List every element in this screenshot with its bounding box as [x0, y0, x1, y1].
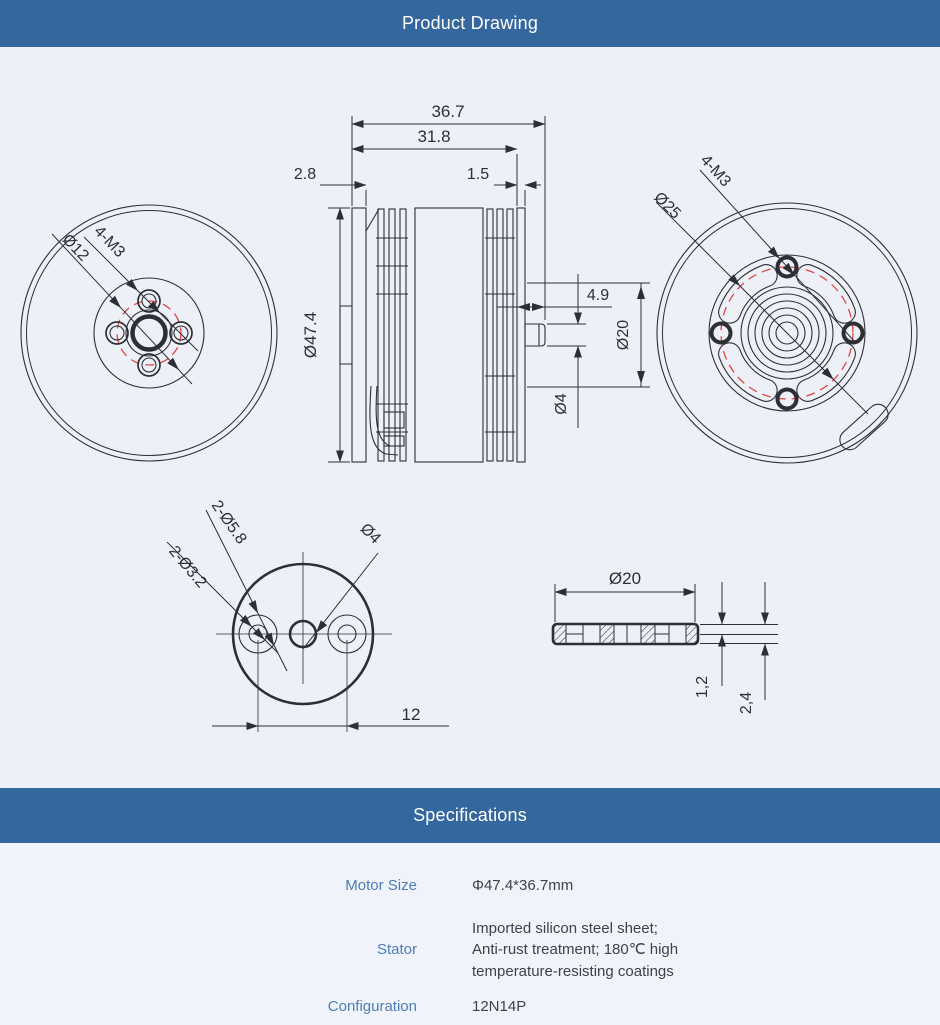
shaft-face-view	[165, 498, 449, 732]
dim-shaft-length: 4.9	[586, 287, 610, 304]
dim-flange-lip: 1.5	[466, 166, 490, 183]
spec-value-line: 12N14P	[472, 998, 527, 1015]
drawing-area	[0, 47, 940, 788]
dim-counterbore-holes: 2-Ø5.8	[207, 497, 250, 548]
spec-value-line: Anti-rust treatment; 180℃ high	[472, 941, 679, 958]
spec-row-configuration	[0, 996, 940, 1018]
dim-shaft-hole: Ø4	[356, 520, 384, 548]
dim-width-total: 36.7	[431, 102, 465, 121]
spec-row-stator	[0, 918, 940, 983]
spec-value	[472, 996, 526, 1018]
spec-value	[472, 918, 678, 983]
dim-washer-diameter: Ø20	[608, 569, 642, 588]
dim-through-holes: 2-Ø3.2	[165, 542, 210, 592]
spec-row-motor-size	[0, 875, 940, 897]
spec-value-line: temperature-resisting coatings	[472, 962, 674, 980]
washer-section-view	[553, 569, 778, 714]
dim-outer-diameter: Ø47.4	[301, 311, 320, 359]
dim-front-mount-holes: 4-M3	[696, 151, 734, 191]
spec-value-line: Φ47.4*36.7mm	[472, 877, 574, 894]
front-view	[650, 152, 917, 463]
dim-back-bolt-circle: Ø12	[58, 231, 92, 265]
dim-back-mount-holes: 4-M3	[90, 222, 129, 261]
side-view	[294, 102, 650, 462]
spec-label: Stator	[376, 941, 417, 959]
product-drawing-header	[0, 0, 940, 47]
spec-label: Motor Size	[345, 877, 417, 895]
specifications-title: Specifications	[413, 805, 527, 825]
dim-width-body: 31.8	[417, 127, 451, 146]
dim-base-offset: 2.8	[293, 166, 317, 183]
back-view	[21, 205, 277, 461]
spec-value-line: Imported silicon steel sheet;	[472, 919, 658, 937]
spec-value	[472, 875, 573, 897]
dim-boss-diameter: Ø20	[615, 319, 632, 351]
dim-hole-spacing: 12	[401, 705, 421, 724]
page-title: Product Drawing	[401, 13, 539, 33]
dim-front-bolt-circle: Ø25	[650, 189, 684, 223]
specifications-header	[0, 788, 940, 843]
spec-label: Configuration	[327, 998, 417, 1016]
dim-shaft-diameter: Ø4	[553, 393, 570, 415]
dim-total-thickness: 2,4	[738, 691, 755, 715]
dim-step-thickness: 1,2	[694, 675, 711, 699]
specifications-table	[0, 843, 940, 1025]
technical-drawing	[0, 47, 940, 788]
